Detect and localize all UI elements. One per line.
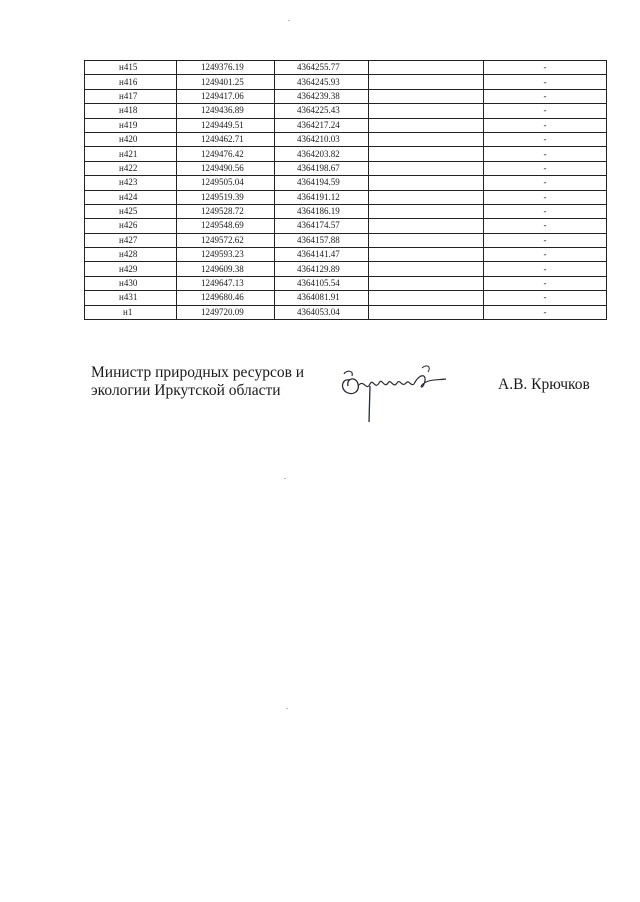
x-coordinate-cell: 1249593.23	[177, 248, 275, 262]
table-row	[85, 276, 607, 290]
point-cell: н419	[85, 118, 177, 132]
x-coordinate-cell: 1249519.39	[177, 190, 275, 204]
x-coordinate-cell: 1249680.46	[177, 291, 275, 305]
note-cell: -	[484, 147, 607, 161]
empty-cell	[369, 118, 484, 132]
note-cell: -	[484, 305, 607, 319]
point-cell: н431	[85, 291, 177, 305]
empty-cell	[369, 132, 484, 146]
table-row	[85, 147, 607, 161]
y-coordinate-cell: 4364141.47	[275, 248, 369, 262]
note-cell: -	[484, 291, 607, 305]
point-cell: н430	[85, 276, 177, 290]
y-coordinate-cell: 4364194.59	[275, 176, 369, 190]
note-cell: -	[484, 61, 607, 75]
empty-cell	[369, 219, 484, 233]
point-cell: н416	[85, 75, 177, 89]
point-cell: н423	[85, 176, 177, 190]
x-coordinate-cell: 1249401.25	[177, 75, 275, 89]
empty-cell	[369, 262, 484, 276]
y-coordinate-cell: 4364105.54	[275, 276, 369, 290]
empty-cell	[369, 276, 484, 290]
table-row	[85, 219, 607, 233]
x-coordinate-cell: 1249647.13	[177, 276, 275, 290]
x-coordinate-cell: 1249449.51	[177, 118, 275, 132]
table-row	[85, 262, 607, 276]
table-row	[85, 161, 607, 175]
y-coordinate-cell: 4364225.43	[275, 104, 369, 118]
table-row	[85, 104, 607, 118]
empty-cell	[369, 147, 484, 161]
table-row	[85, 305, 607, 319]
note-cell: -	[484, 132, 607, 146]
y-coordinate-cell: 4364186.19	[275, 204, 369, 218]
empty-cell	[369, 305, 484, 319]
y-coordinate-cell: 4364210.03	[275, 132, 369, 146]
x-coordinate-cell: 1249609.38	[177, 262, 275, 276]
signatory-position-line2: экологии Иркутской области	[91, 382, 281, 399]
note-cell: -	[484, 248, 607, 262]
x-coordinate-cell: 1249572.62	[177, 233, 275, 247]
coordinates-table	[84, 60, 607, 320]
point-cell: н429	[85, 262, 177, 276]
y-coordinate-cell: 4364157.88	[275, 233, 369, 247]
y-coordinate-cell: 4364245.93	[275, 75, 369, 89]
empty-cell	[369, 75, 484, 89]
point-cell: н417	[85, 89, 177, 103]
table-row	[85, 61, 607, 75]
table-row	[85, 233, 607, 247]
note-cell: -	[484, 161, 607, 175]
y-coordinate-cell: 4364217.24	[275, 118, 369, 132]
x-coordinate-cell: 1249505.04	[177, 176, 275, 190]
note-cell: -	[484, 75, 607, 89]
x-coordinate-cell: 1249376.19	[177, 61, 275, 75]
point-cell: н426	[85, 219, 177, 233]
scan-speck	[288, 20, 290, 21]
empty-cell	[369, 176, 484, 190]
point-cell: н421	[85, 147, 177, 161]
y-coordinate-cell: 4364129.89	[275, 262, 369, 276]
empty-cell	[369, 204, 484, 218]
x-coordinate-cell: 1249436.89	[177, 104, 275, 118]
x-coordinate-cell: 1249720.09	[177, 305, 275, 319]
y-coordinate-cell: 4364203.82	[275, 147, 369, 161]
y-coordinate-cell: 4364174.57	[275, 219, 369, 233]
x-coordinate-cell: 1249476.42	[177, 147, 275, 161]
note-cell: -	[484, 89, 607, 103]
note-cell: -	[484, 276, 607, 290]
note-cell: -	[484, 219, 607, 233]
x-coordinate-cell: 1249548.69	[177, 219, 275, 233]
note-cell: -	[484, 118, 607, 132]
table-row	[85, 75, 607, 89]
table-row	[85, 190, 607, 204]
point-cell: н422	[85, 161, 177, 175]
table-row	[85, 248, 607, 262]
signatory-position-line1: Министр природных ресурсов и	[91, 364, 305, 381]
point-cell: н420	[85, 132, 177, 146]
table-row	[85, 291, 607, 305]
point-cell: н428	[85, 248, 177, 262]
x-coordinate-cell: 1249490.56	[177, 161, 275, 175]
y-coordinate-cell: 4364198.67	[275, 161, 369, 175]
empty-cell	[369, 104, 484, 118]
note-cell: -	[484, 262, 607, 276]
scan-speck	[286, 708, 288, 709]
empty-cell	[369, 291, 484, 305]
note-cell: -	[484, 104, 607, 118]
table-row	[85, 132, 607, 146]
coordinates-table-body	[85, 61, 607, 320]
scan-speck	[284, 478, 286, 479]
empty-cell	[369, 190, 484, 204]
empty-cell	[369, 161, 484, 175]
table-row	[85, 89, 607, 103]
x-coordinate-cell: 1249462.71	[177, 132, 275, 146]
point-cell: н424	[85, 190, 177, 204]
empty-cell	[369, 61, 484, 75]
y-coordinate-cell: 4364239.38	[275, 89, 369, 103]
y-coordinate-cell: 4364053.04	[275, 305, 369, 319]
point-cell: н427	[85, 233, 177, 247]
point-cell: н415	[85, 61, 177, 75]
handwritten-signature	[336, 362, 456, 424]
y-coordinate-cell: 4364191.12	[275, 190, 369, 204]
y-coordinate-cell: 4364255.77	[275, 61, 369, 75]
empty-cell	[369, 248, 484, 262]
signatory-position	[91, 364, 331, 400]
table-row	[85, 204, 607, 218]
table-row	[85, 176, 607, 190]
x-coordinate-cell: 1249528.72	[177, 204, 275, 218]
note-cell: -	[484, 190, 607, 204]
point-cell: н418	[85, 104, 177, 118]
note-cell: -	[484, 176, 607, 190]
signatory-name: А.В. Крючков	[498, 376, 590, 393]
note-cell: -	[484, 204, 607, 218]
note-cell: -	[484, 233, 607, 247]
y-coordinate-cell: 4364081.91	[275, 291, 369, 305]
empty-cell	[369, 89, 484, 103]
table-row	[85, 118, 607, 132]
x-coordinate-cell: 1249417.06	[177, 89, 275, 103]
point-cell: н1	[85, 305, 177, 319]
point-cell: н425	[85, 204, 177, 218]
empty-cell	[369, 233, 484, 247]
